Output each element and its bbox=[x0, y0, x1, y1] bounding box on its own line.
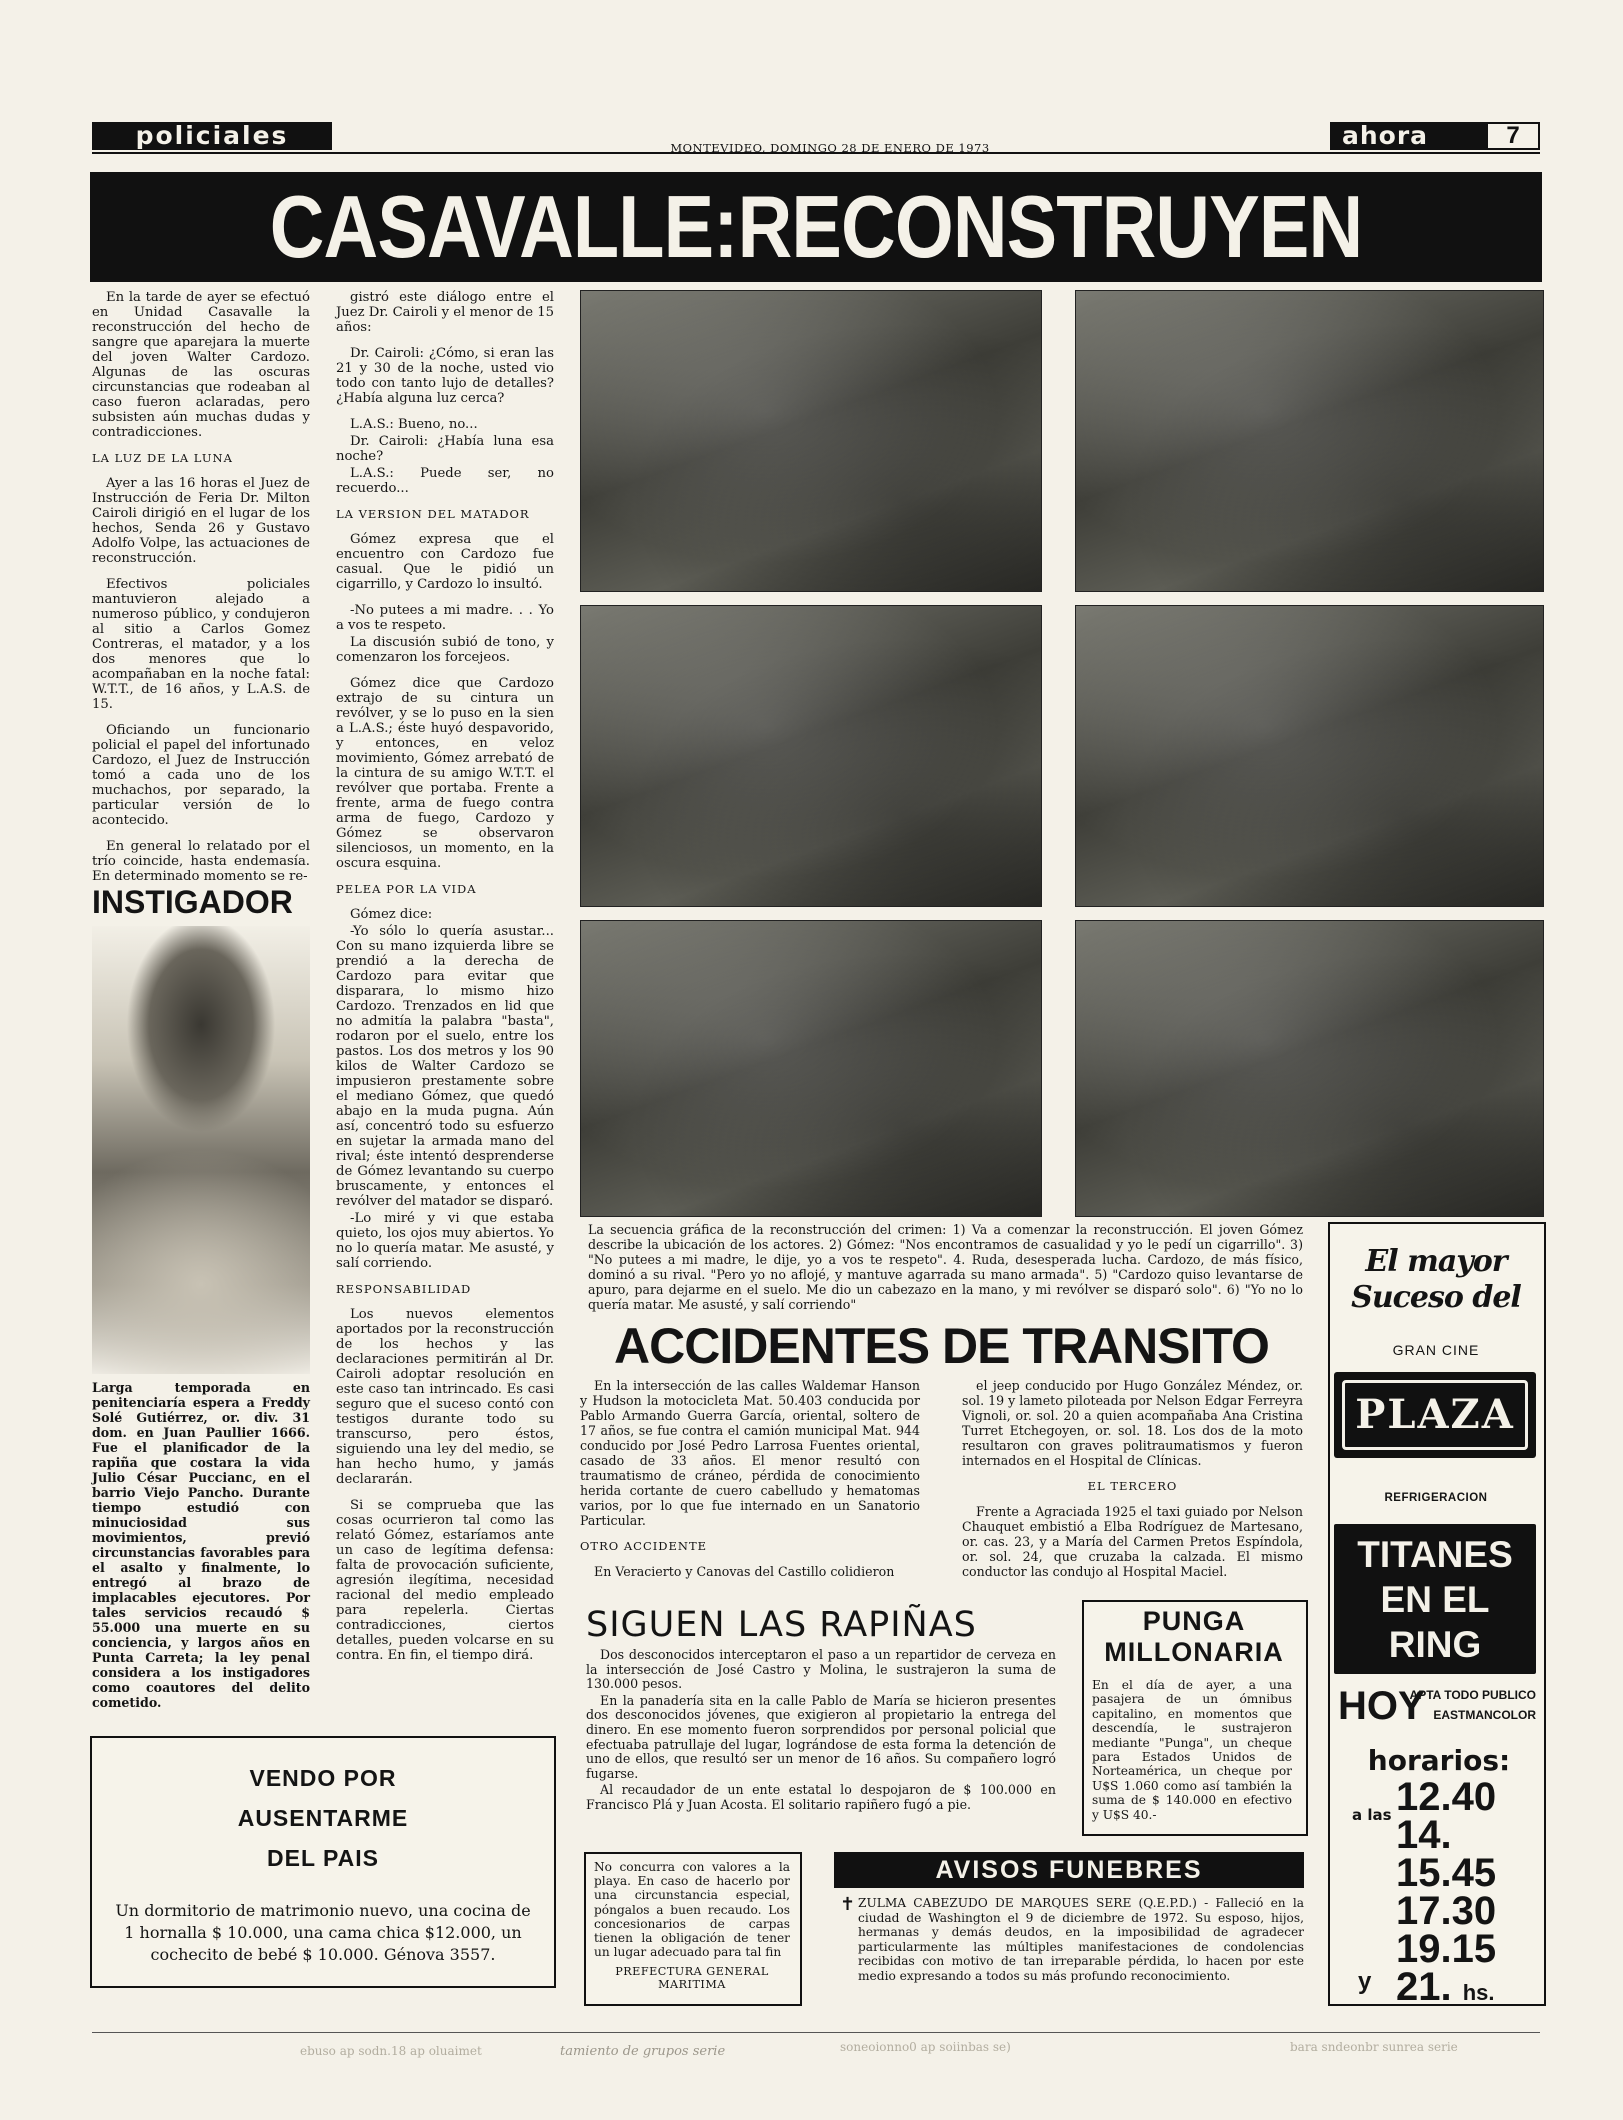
a-las-label: a las bbox=[1352, 1806, 1392, 1824]
section-tag: policiales bbox=[92, 122, 332, 150]
paragraph: -Yo sólo lo quería asustar... Con su mano izquierda libre se prendió a la derecha de Cardozo para evitar que disparara, lo mismo hizo Cardozo. Trenzados en lid que no admitía la palabra "basta", rodaron por el suelo, entre los pastos. Los dos metros y los 90 kilos de Walter Cardozo se impusieron prestamente sobre el mediano Gómez, que quedó abajo en la muda pugna. Aún así, concentró todo su esfuerzo en sujetar la armada mano del rival; éste intentó desprenderse de Gómez levantando su cuerpo bruscamente, y entonces el revólver del matador se disparó. bbox=[336, 924, 554, 1209]
tagline-line2: Suceso del bbox=[1351, 1280, 1521, 1315]
subheading: LA VERSION DEL MATADOR bbox=[336, 507, 530, 521]
paragraph: L.A.S.: Puede ser, no recuerdo... bbox=[336, 466, 554, 496]
subheading: EL TERCERO bbox=[1087, 1479, 1178, 1493]
vendo-title-line: DEL PAIS bbox=[267, 1845, 379, 1871]
article-col2 bbox=[336, 290, 554, 1674]
paragraph: Al recaudador de un ente estatal lo despojaron de $ 100.000 en Francisco Plá y Juan Acosta. El solitario rapiñero fugó a pie. bbox=[586, 1782, 1056, 1812]
prefectura-body: No concurra con valores a la playa. En caso de hacerlo por una circunstancia especial, póngalos a buen recaudo. Los concesionarios de carpas tienen la obligación de tener un lugar adecuado para tal fin bbox=[594, 1860, 790, 1960]
rapinas-body bbox=[586, 1648, 1056, 1824]
paragraph: Dr. Cairoli: ¿Había luna esa noche? bbox=[336, 434, 554, 464]
instigador-title: INSTIGADOR bbox=[92, 884, 293, 920]
instigador-caption: Larga temporada en penitenciaría espera a Freddy Solé Gutiérrez, or. div. 31 dom. en Juan Paullier 1666. Fue el planificador de la rapiña que costara la vida Julio César Puccianc, en el barrio Viejo Pancho. Durante tiempo estudió con minuciosidad sus movimientos, previó circunstancias favorables para el asalto y finalmente, lo entregó al brazo de implacables ejecutores. Por tales servicios recaudó $ 55.000 una muerte en su conciencia, y largos años en Punta Carreta; la ley penal considera a los instigadores como coautores del delito cometido. bbox=[92, 1380, 310, 1710]
paragraph: En la panadería sita en la calle Pablo de María se hicieron presentes dos desconocidos jóvenes, que exigieron al propietario la entrega del dinero. En ese momento fueron sorprendidos por personal policial que efectuaba patrullaje del lugar, lográndose de esta forma la detención de uno de ellos, que resultó ser un menor de 16 años. Su compañero logró fugarse. bbox=[586, 1692, 1056, 1781]
tagline-line1: El mayor bbox=[1365, 1244, 1507, 1279]
header-rule bbox=[92, 152, 1540, 154]
paragraph: Si se comprueba que las cosas ocurrieron tal como las relató Gómez, estaríamos ante un caso de legítima defensa: falta de provocación suficiente, agresión ilegítima, necesidad racional del medio empleado para repelerla. Ciertas contradicciones, ciertos detalles, pueden volcarse en su contra. En fin, el tiempo dirá. bbox=[336, 1498, 554, 1663]
paragraph: el jeep conducido por Hugo González Méndez, or. sol. 19 y lameto piloteada por Nelson Edgar Ferreyra Vignoli, or. sol. 20 a quien acompañaba Ana Cristina Turret Etchegoyen, or. sol. 18. Los dos de la moto resultaron con graves politraumatismos y fueron internados en el Hospital de Clínicas. bbox=[962, 1378, 1303, 1468]
reconstruction-photo-4 bbox=[1075, 605, 1544, 907]
paragraph: L.A.S.: Bueno, no... bbox=[350, 417, 478, 432]
film-title bbox=[1334, 1532, 1536, 1667]
paragraph: Gómez dice que Cardozo extrajo de su cintura un revólver, y se lo puso en la sien a L.A.S.; éste huyó despavorido, y entonces, en veloz movimiento, Gómez arrebató de la cintura de su amigo W.T.T. el revólver que portaba. Frente a frente, arma de fuego contra arma de fuego, Cardozo y Gómez se observaron silenciosos, un momento, en la oscura esquina. bbox=[336, 676, 554, 871]
showtime: 17.30 bbox=[1396, 1889, 1497, 1933]
photo-caption: La secuencia gráfica de la reconstrucción del crimen: 1) Va a comenzar la reconstrucción. El joven Gómez describe la ubicación de los actores. 2) Gómez: "Nos encontramos de casualidad y yo le pedí un cigarrillo". 3) "No putees a mi madre, le dije, yo a vos te respeto". 4. Ruda, desesperada lucha. Cardozo, de más físico, dominó a su rival. "Pero yo no aflojé, y mantuve agarrada su mano armada". 5) "Cardozo quiso levantarse de apuro, para dejarme en el suelo. Me dio un cabezazo en la mano, y mi revólver se disparó solo". 6) "Yo no lo quería matar. Me asusté, y salí corriendo" bbox=[588, 1222, 1303, 1312]
paragraph: -No putees a mi madre. . . Yo a vos te respeto. bbox=[336, 603, 554, 633]
y-label: y bbox=[1358, 1968, 1372, 1995]
accidentes-title: ACCIDENTES DE TRANSITO bbox=[614, 1318, 1269, 1374]
vendo-title-line: AUSENTARME bbox=[237, 1805, 409, 1831]
subheading: PELEA POR LA VIDA bbox=[336, 882, 477, 896]
punga-title-line2: MILLONARIA bbox=[1104, 1637, 1284, 1667]
vendo-title bbox=[90, 1758, 556, 1878]
footer-rule bbox=[92, 2032, 1540, 2033]
bleed-text: ebuso ap sodn.18 ap oluaimet bbox=[300, 2044, 482, 2058]
prefectura-sign: PREFECTURA GENERAL MARITIMA bbox=[615, 1965, 769, 1991]
film-title-line: EN EL bbox=[1380, 1579, 1490, 1620]
cinema-name: PLAZA bbox=[1342, 1380, 1528, 1450]
bleed-text: bara sndeonbr sunrea serie bbox=[1290, 2040, 1458, 2054]
article-col1 bbox=[92, 290, 310, 895]
dateline: MONTEVIDEO, DOMINGO 28 DE ENERO DE 1973 bbox=[670, 141, 990, 155]
showtimes bbox=[1396, 1775, 1536, 2012]
reconstruction-photo-1 bbox=[580, 290, 1042, 592]
instigador-photo bbox=[92, 926, 310, 1374]
paragraph: La discusión subió de tono, y comenzaron los forcejeos. bbox=[336, 635, 554, 665]
showtime-last bbox=[1396, 1965, 1536, 2012]
paragraph: -Lo miré y vi que estaba quieto, los ojos muy abiertos. Yo no lo quería matar. Me asusté, y salí corriendo. bbox=[336, 1211, 554, 1271]
reconstruction-photo-5 bbox=[580, 920, 1042, 1217]
subheading: LA LUZ DE LA LUNA bbox=[92, 451, 233, 465]
showtime: 19.15 bbox=[1396, 1927, 1497, 1971]
showtime: 21. bbox=[1396, 1965, 1452, 2009]
showtime: 14. bbox=[1396, 1813, 1452, 1857]
color-label: EASTMANCOLOR bbox=[1433, 1708, 1536, 1722]
funebres-title: AVISOS FUNEBRES bbox=[935, 1856, 1203, 1884]
punga-title bbox=[1086, 1606, 1302, 1668]
rapinas-title: SIGUEN LAS RAPIÑAS bbox=[586, 1605, 977, 1645]
film-title-line: TITANES bbox=[1357, 1534, 1513, 1575]
paragraph: En Veracierto y Canovas del Castillo colidieron bbox=[594, 1564, 895, 1579]
cinema-refrigeracion: REFRIGERACION bbox=[1384, 1492, 1488, 1504]
accidentes-col1 bbox=[580, 1378, 920, 1590]
cinema-ad-tagline bbox=[1336, 1244, 1536, 1316]
paragraph: Los nuevos elementos aportados por la reconstrucción de los hechos y las declaraciones permitirán al Dr. Cairoli adoptar resolución en este caso tan intrincado. Es casi seguro que el suceso contó con testigos durante todo su transcurso, pero éstos, siguiendo una ley del medio, se han hecho humo, y jamás declararán. bbox=[336, 1307, 554, 1487]
paragraph: Efectivos policiales mantuvieron alejado a numeroso público, y condujeron al sitio a Carlos Gomez Contreras, el matador, y a los dos menores que lo acompañaban en la noche fatal: W.T.T., de 16 años, y L.A.S. de 15. bbox=[92, 577, 310, 712]
reconstruction-photo-6 bbox=[1075, 920, 1544, 1217]
cinema-gran-cine: GRAN CINE bbox=[1392, 1342, 1480, 1358]
headline-text: CASAVALLE:RECONSTRUYEN bbox=[269, 177, 1363, 276]
cross-icon: ✝ bbox=[840, 1894, 856, 1915]
film-title-line: RING bbox=[1388, 1624, 1482, 1665]
horarios-label: horarios: bbox=[1367, 1744, 1511, 1777]
paragraph: En la intersección de las calles Waldemar Hanson y Hudson la motocicleta Mat. 50.403 conducida por Pablo Armando Guerra García, oriental, soltero de 17 años, se fue contra el camión municipal Mat. 944 conducido por José Pedro Larrosa Fuentes oriental, casado de 33 años. El menor resultó con traumatismo de cráneo, pérdida de conocimiento herida cortante de cuero cabelludo y hematomas varios, por lo que fue internado en un Sanatorio Particular. bbox=[580, 1378, 920, 1528]
paragraph: Dr. Cairoli: ¿Cómo, si eran las 21 y 30 de la noche, usted vio todo con tanto lujo de detalles? ¿Había alguna luz cerca? bbox=[336, 346, 554, 406]
accidentes-col2 bbox=[962, 1378, 1303, 1590]
paragraph: Ayer a las 16 horas el Juez de Instrucción de Feria Dr. Milton Cairoli dirigió en el lugar de los hechos, Senda 26 y Gustavo Adolfo Volpe, las actuaciones de reconstrucción. bbox=[92, 476, 310, 566]
paragraph: En general lo relatado por el trío coincide, hasta endemasía. En determinado momento se re- bbox=[92, 839, 310, 884]
punga-title-line1: PUNGA bbox=[1142, 1606, 1246, 1636]
hoy-label: HOY bbox=[1338, 1684, 1425, 1728]
apta-label: APTA TODO PUBLICO bbox=[1409, 1688, 1536, 1702]
paragraph: Oficiando un funcionario policial el papel del infortunado Cardozo, el Juez de Instrucción tomó a cada uno de los muchachos, por separado, la particular versión de lo acontecido. bbox=[92, 723, 310, 828]
paragraph: Frente a Agraciada 1925 el taxi guiado por Nelson Chauquet embistió a Elba Rodríguez de Martesano, or. cas. 23, y a María del Carmen Pretos Espíndola, or. sol. 24, que cruzaba la calzada. El mismo conductor las condujo al Hospital Maciel. bbox=[962, 1504, 1303, 1579]
paragraph: En la tarde de ayer se efectuó en Unidad Casavalle la reconstrucción del hecho de sangre que aparejara la muerte del joven Walter Cardozo. Algunas de las oscuras circunstancias que rodeaban al caso fueron aclaradas, pero subsisten aún muchas dudas y contradicciones. bbox=[92, 290, 310, 440]
bleed-text: tamiento de grupos serie bbox=[560, 2044, 726, 2059]
vendo-body: Un dormitorio de matrimonio nuevo, una cocina de 1 hornalla $ 10.000, una cama chica $12.000, un cochecito de bebé $ 10.000. Génova 3557. bbox=[115, 1901, 531, 1964]
funebres-body: ZULMA CABEZUDO DE MARQUES SERE (Q.E.P.D.) - Falleció en la ciudad de Washington el 9 de diciembre de 1972. Su esposo, hijos, hermanas y demás deudos, en la imposibilidad de agradecer particularmente las múltiples manifestaciones de condolencias recibidas con motivo de tan irreparable pérdida, lo hacen por este medio expresando a todos su más profundo reconocimiento. bbox=[858, 1896, 1304, 1983]
reconstruction-photo-3 bbox=[580, 605, 1042, 907]
reconstruction-photo-2 bbox=[1075, 290, 1544, 592]
hs-label: hs. bbox=[1462, 1980, 1495, 2005]
subheading: RESPONSABILIDAD bbox=[336, 1282, 472, 1296]
subheading: OTRO ACCIDENTE bbox=[580, 1539, 708, 1553]
masthead-logo: ahora bbox=[1330, 122, 1540, 150]
showtime: 12.40 bbox=[1396, 1775, 1497, 1819]
paragraph: Gómez dice: bbox=[350, 907, 433, 922]
paragraph: Gómez expresa que el encuentro con Cardozo fue casual. Que le pidió un cigarrillo, y Cardozo lo insultó. bbox=[336, 532, 554, 592]
punga-body: En el día de ayer, a una pasajera de un ómnibus capitalino, en momentos que descendía, le sustrajeron mediante "Punga", un cheque para Estados Unidos de Norteamérica, un cheque por U$S 1.060 como así también la suma de $ 140.000 en efectivo y U$S 40.- bbox=[1092, 1678, 1292, 1822]
paragraph: gistró este diálogo entre el Juez Dr. Cairoli y el menor de 15 años: bbox=[336, 290, 554, 335]
page-number: 7 bbox=[1488, 124, 1538, 148]
paragraph: Dos desconocidos interceptaron el paso a un repartidor de cerveza en la intersección de José Castro y Molina, le sustrajeron la suma de 130.000 pesos. bbox=[586, 1647, 1056, 1692]
showtime: 15.45 bbox=[1396, 1851, 1497, 1895]
vendo-title-line: VENDO POR bbox=[249, 1765, 397, 1791]
bleed-text: soneoionno0 ap soiinbas se) bbox=[840, 2040, 1011, 2054]
